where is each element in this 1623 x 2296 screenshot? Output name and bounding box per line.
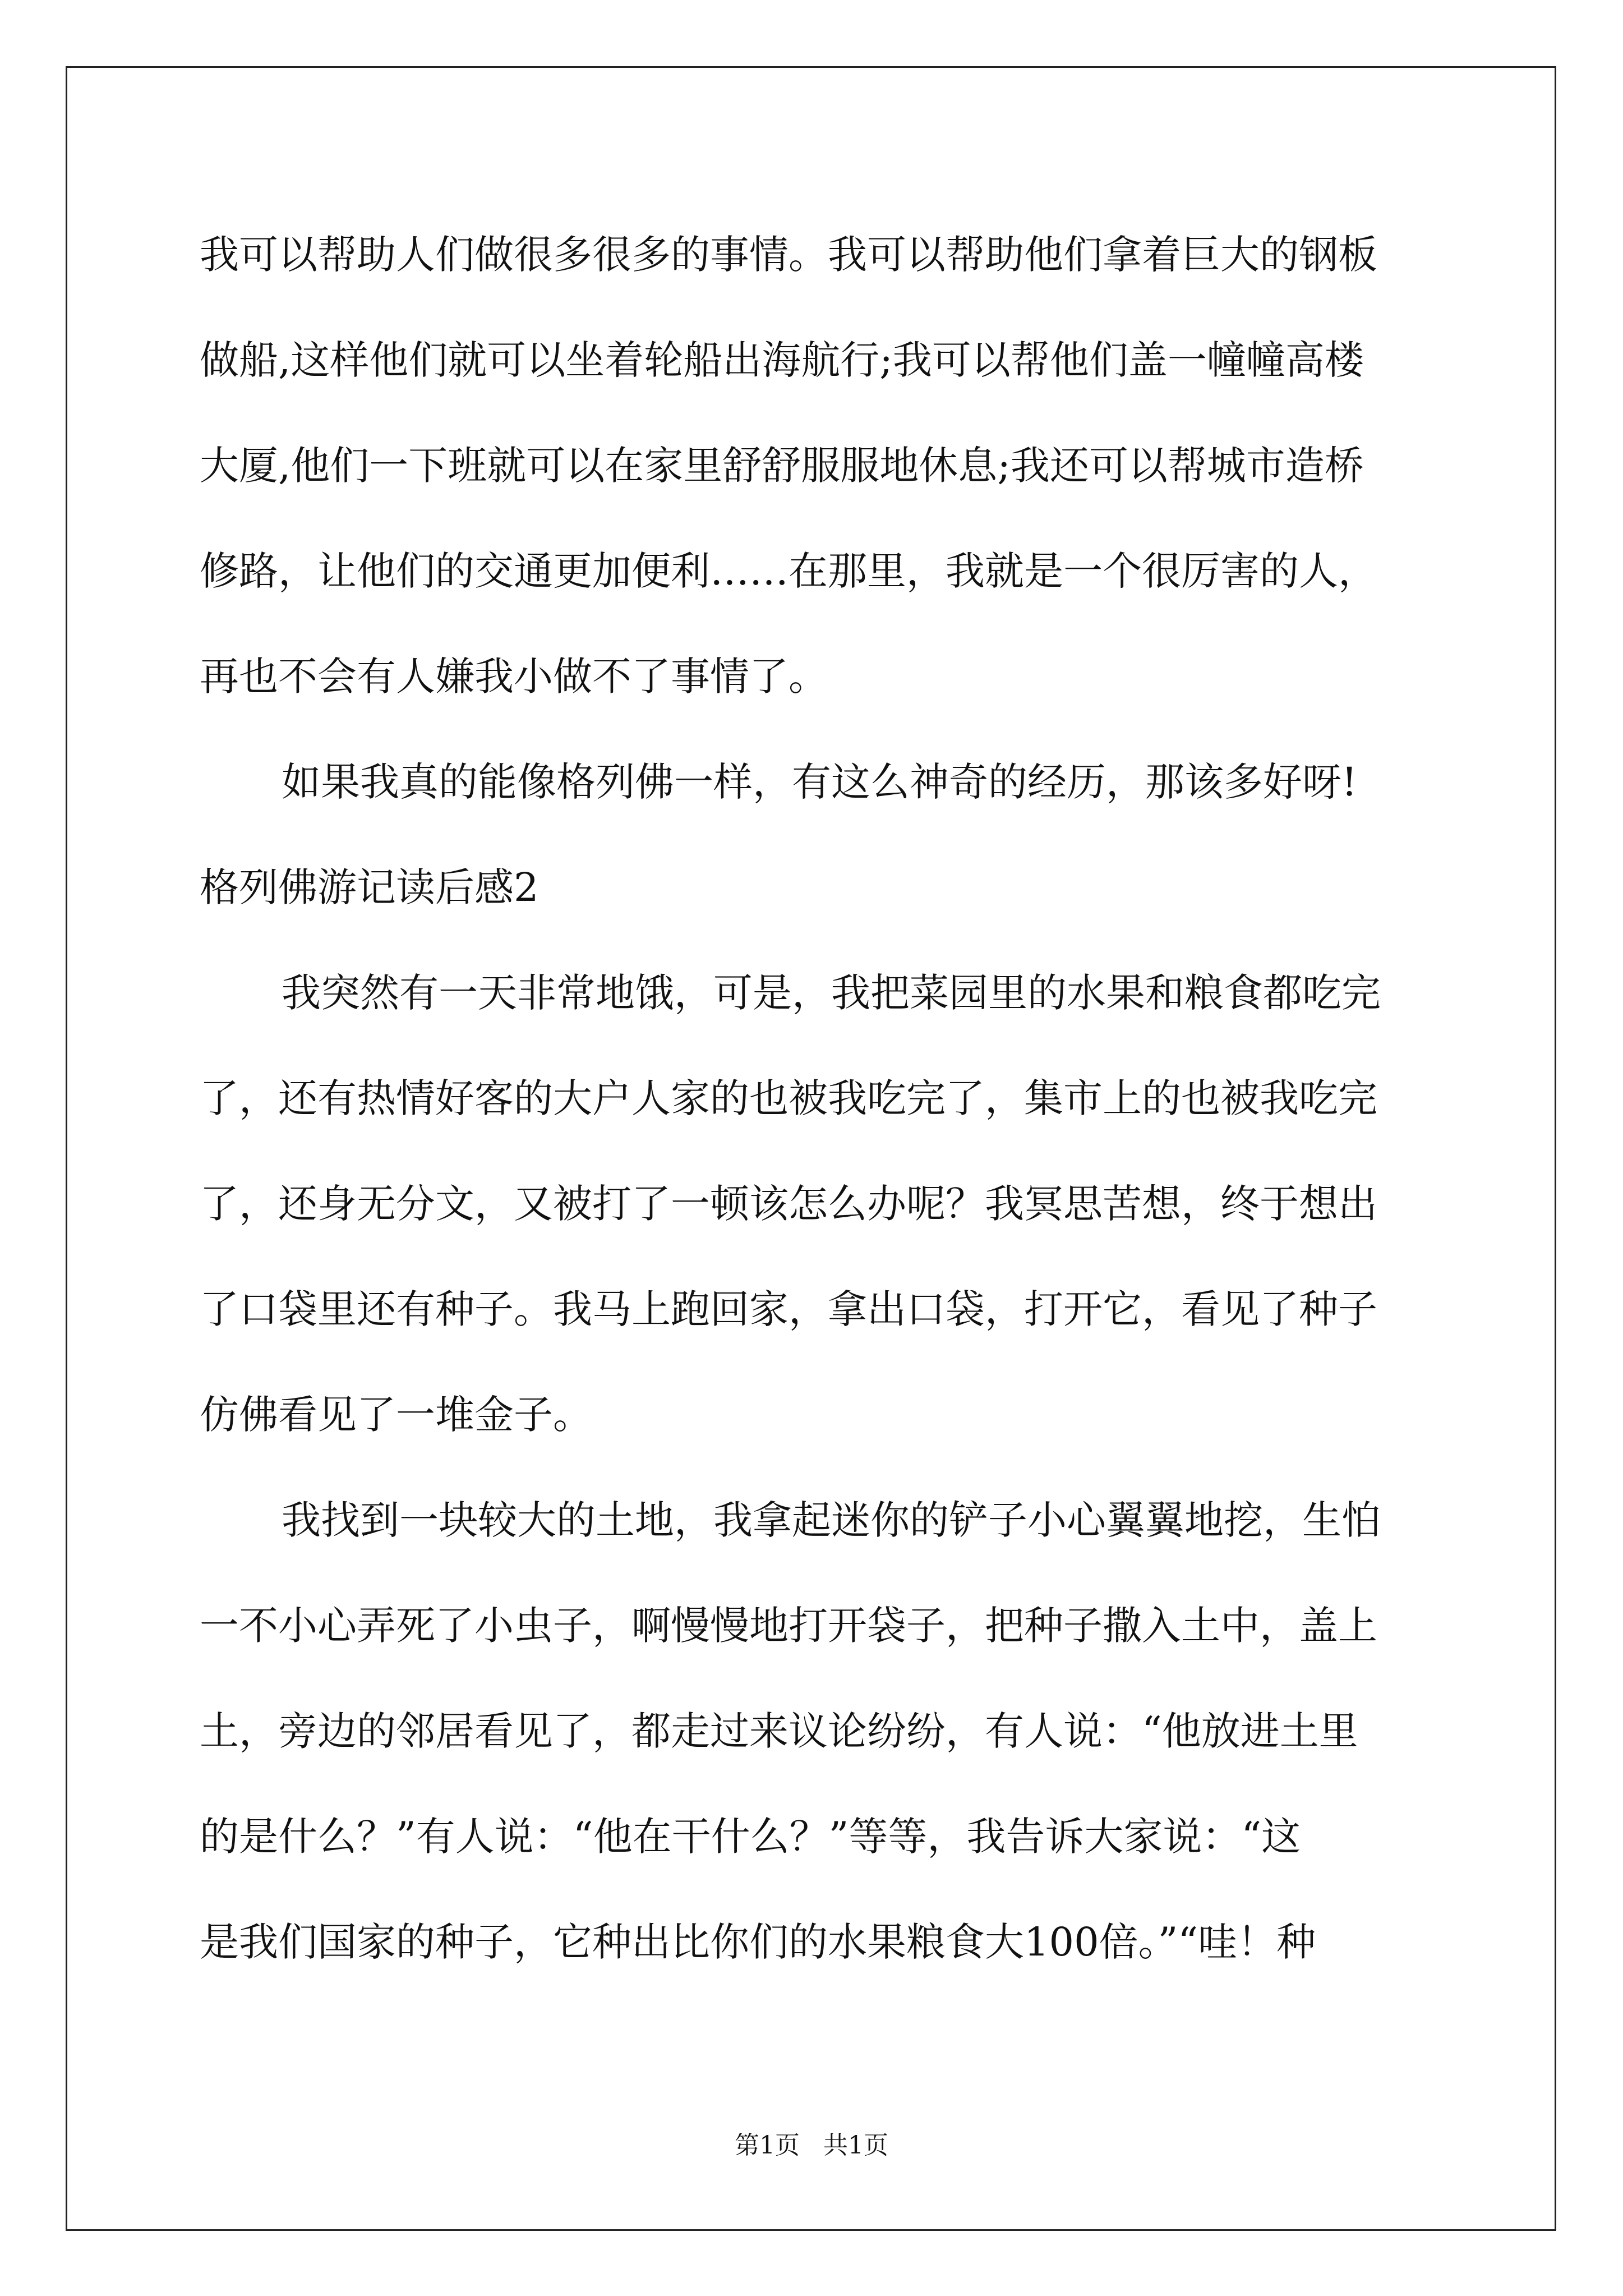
text-line: 了，还身无分文，又被打了一顿该怎么办呢？我冥思苦想，终于想出 [200, 1181, 1377, 1227]
text-line: 我突然有一天非常地饿，可是，我把菜园里的水果和粮食都吃完 [282, 970, 1381, 1016]
text-line: 再也不会有人嫌我小做不了事情了。 [200, 654, 828, 700]
text-line: 如果我真的能像格列佛一样，有这么神奇的经历，那该多好呀! [282, 759, 1358, 805]
text-line: 土，旁边的邻居看见了，都走过来议论纷纷，有人说：“他放进土里 [200, 1708, 1358, 1754]
page-indicator: 第1页 共1页 [735, 2131, 888, 2160]
text-line: 我可以帮助人们做很多很多的事情。我可以帮助他们拿着巨大的钢板 [200, 232, 1377, 278]
text-line: 仿佛看见了一堆金子。 [200, 1392, 592, 1438]
text-line: 我找到一块较大的土地，我拿起迷你的铲子小心翼翼地挖，生怕 [282, 1497, 1381, 1543]
text-line: 是我们国家的种子，它种出比你们的水果粮食大100倍。”“哇！种 [200, 1919, 1316, 1965]
text-line: 一不小心弄死了小虫子，啊慢慢地打开袋子，把种子撒入土中，盖上 [200, 1603, 1377, 1649]
text-line: 了，还有热情好客的大户人家的也被我吃完了，集市上的也被我吃完 [200, 1075, 1377, 1121]
text-line: 做船,这样他们就可以坐着轮船出海航行;我可以帮他们盖一幢幢高楼 [200, 337, 1364, 383]
text-line: 大厦,他们一下班就可以在家里舒舒服服地休息;我还可以帮城市造桥 [200, 443, 1364, 489]
document-body [200, 202, 1427, 1995]
text-line: 了口袋里还有种子。我马上跑回家，拿出口袋，打开它，看见了种子 [200, 1286, 1377, 1332]
section-heading: 格列佛游记读后感2 [200, 864, 539, 910]
text-line: 修路，让他们的交通更加便利……在那里，我就是一个很厉害的人， [200, 548, 1377, 594]
text-line: 的是什么？”有人说：“他在干什么？”等等，我告诉大家说：“这 [200, 1814, 1301, 1860]
